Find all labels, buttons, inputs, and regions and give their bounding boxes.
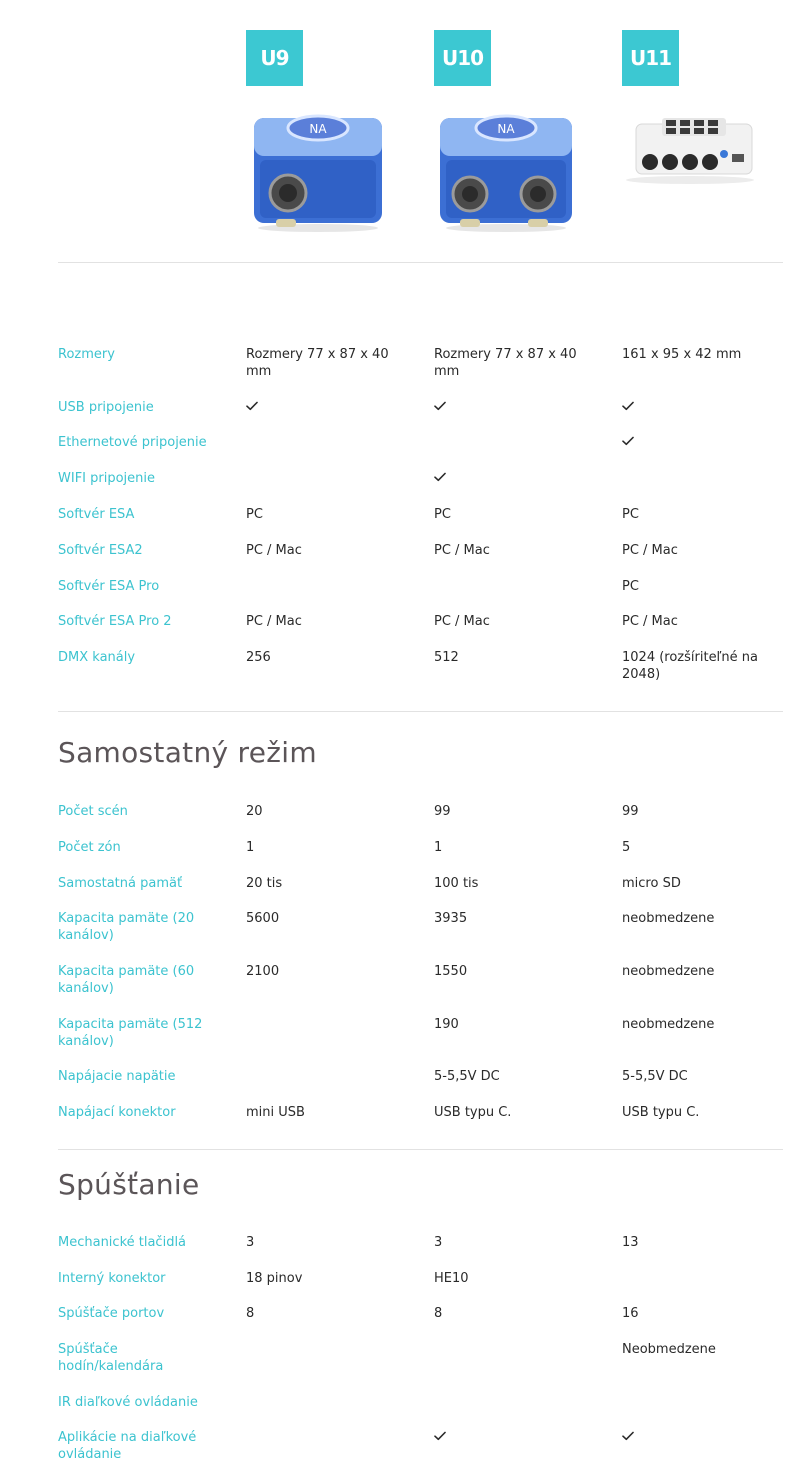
row-value: PC / Mac bbox=[246, 614, 302, 629]
row-value: PC / Mac bbox=[434, 614, 490, 629]
row-label: Rozmery bbox=[58, 347, 115, 362]
row-value: 512 bbox=[434, 650, 459, 665]
row-value: neobmedzene bbox=[622, 1017, 715, 1032]
row-value: 3935 bbox=[434, 911, 468, 926]
row-value: 13 bbox=[622, 1235, 639, 1250]
check-icon bbox=[622, 434, 787, 451]
row-label: IR diaľkové ovládanie bbox=[58, 1395, 198, 1410]
row-value: USB typu C. bbox=[434, 1105, 512, 1120]
row-value: 8 bbox=[246, 1306, 255, 1321]
row-label: Kapacita pamäte (60 kanálov) bbox=[58, 964, 195, 996]
product-image-u10[interactable] bbox=[434, 108, 579, 234]
row-value: 100 tis bbox=[434, 876, 479, 891]
row-label: Softvér ESA bbox=[58, 507, 135, 522]
row-label: DMX kanály bbox=[58, 650, 136, 665]
row-value: 1550 bbox=[434, 964, 468, 979]
row-label: Softvér ESA Pro bbox=[58, 579, 160, 594]
row-value: 1 bbox=[434, 840, 443, 855]
row-value: 5600 bbox=[246, 911, 280, 926]
row-value: 99 bbox=[434, 804, 451, 819]
row-value: 5-5,5V DC bbox=[622, 1069, 688, 1084]
row-label: Mechanické tlačidlá bbox=[58, 1235, 187, 1250]
svg-text:NA: NA bbox=[309, 122, 327, 136]
row-value: 8 bbox=[434, 1306, 443, 1321]
check-icon bbox=[434, 399, 599, 416]
row-label: Napájacie napätie bbox=[58, 1069, 176, 1084]
check-icon bbox=[246, 399, 411, 416]
row-value: 3 bbox=[246, 1235, 255, 1250]
row-label: Softvér ESA Pro 2 bbox=[58, 614, 172, 629]
row-value: 3 bbox=[434, 1235, 443, 1250]
row-label: Interný konektor bbox=[58, 1271, 166, 1286]
divider bbox=[58, 262, 783, 263]
row-value: Neobmedzene bbox=[622, 1342, 716, 1357]
row-value: PC bbox=[622, 579, 639, 594]
row-value: PC bbox=[434, 507, 451, 522]
row-value: 190 bbox=[434, 1017, 459, 1032]
divider bbox=[58, 1149, 783, 1150]
row-value: 5 bbox=[622, 840, 631, 855]
row-value: PC / Mac bbox=[434, 543, 490, 558]
row-value: PC / Mac bbox=[622, 614, 678, 629]
row-label: WIFI pripojenie bbox=[58, 471, 156, 486]
product-badge-u11[interactable]: U11 bbox=[622, 30, 679, 86]
section-title-triggering: Spúšťanie bbox=[58, 1168, 200, 1201]
product-image-u11[interactable] bbox=[622, 108, 767, 234]
row-value: USB typu C. bbox=[622, 1105, 700, 1120]
row-value: 256 bbox=[246, 650, 271, 665]
row-label: Aplikácie na diaľkové ovládanie bbox=[58, 1430, 197, 1462]
row-value: micro SD bbox=[622, 876, 681, 891]
row-value: mini USB bbox=[246, 1105, 305, 1120]
row-label: USB pripojenie bbox=[58, 400, 154, 415]
row-label: Softvér ESA2 bbox=[58, 543, 143, 558]
row-value: PC bbox=[622, 507, 639, 522]
product-image-u9[interactable] bbox=[246, 108, 391, 234]
row-value: neobmedzene bbox=[622, 964, 715, 979]
divider bbox=[58, 711, 783, 712]
row-value: 5-5,5V DC bbox=[434, 1069, 500, 1084]
row-value: Rozmery 77 x 87 x 40 mm bbox=[434, 347, 577, 379]
row-value: 2100 bbox=[246, 964, 280, 979]
row-value: 20 bbox=[246, 804, 263, 819]
row-value: PC / Mac bbox=[622, 543, 678, 558]
check-icon bbox=[622, 399, 787, 416]
row-label: Ethernetové pripojenie bbox=[58, 435, 207, 450]
row-label: Počet zón bbox=[58, 840, 121, 855]
row-value: PC / Mac bbox=[246, 543, 302, 558]
row-label: Napájací konektor bbox=[58, 1105, 176, 1120]
row-label: Kapacita pamäte (20 kanálov) bbox=[58, 911, 195, 943]
row-label: Kapacita pamäte (512 kanálov) bbox=[58, 1017, 203, 1049]
row-value: 1024 (rozšíriteľné na 2048) bbox=[622, 650, 759, 682]
check-icon bbox=[434, 1429, 599, 1446]
check-icon bbox=[434, 470, 599, 487]
row-value: 16 bbox=[622, 1306, 639, 1321]
row-value: HE10 bbox=[434, 1271, 469, 1286]
product-badge-u10[interactable]: U10 bbox=[434, 30, 491, 86]
section-title-standalone: Samostatný režim bbox=[58, 736, 317, 769]
svg-text:NA: NA bbox=[497, 122, 515, 136]
row-label: Počet scén bbox=[58, 804, 128, 819]
row-value: 1 bbox=[246, 840, 255, 855]
row-value: 161 x 95 x 42 mm bbox=[622, 347, 742, 362]
row-label: Samostatná pamäť bbox=[58, 876, 183, 891]
row-value: neobmedzene bbox=[622, 911, 715, 926]
row-value: PC bbox=[246, 507, 263, 522]
check-icon bbox=[622, 1429, 787, 1446]
row-label: Spúšťače hodín/kalendára bbox=[58, 1342, 164, 1374]
row-value: 20 tis bbox=[246, 876, 283, 891]
row-value: Rozmery 77 x 87 x 40 mm bbox=[246, 347, 389, 379]
row-value: 99 bbox=[622, 804, 639, 819]
row-value: 18 pinov bbox=[246, 1271, 303, 1286]
row-label: Spúšťače portov bbox=[58, 1306, 165, 1321]
product-badge-u9[interactable]: U9 bbox=[246, 30, 303, 86]
